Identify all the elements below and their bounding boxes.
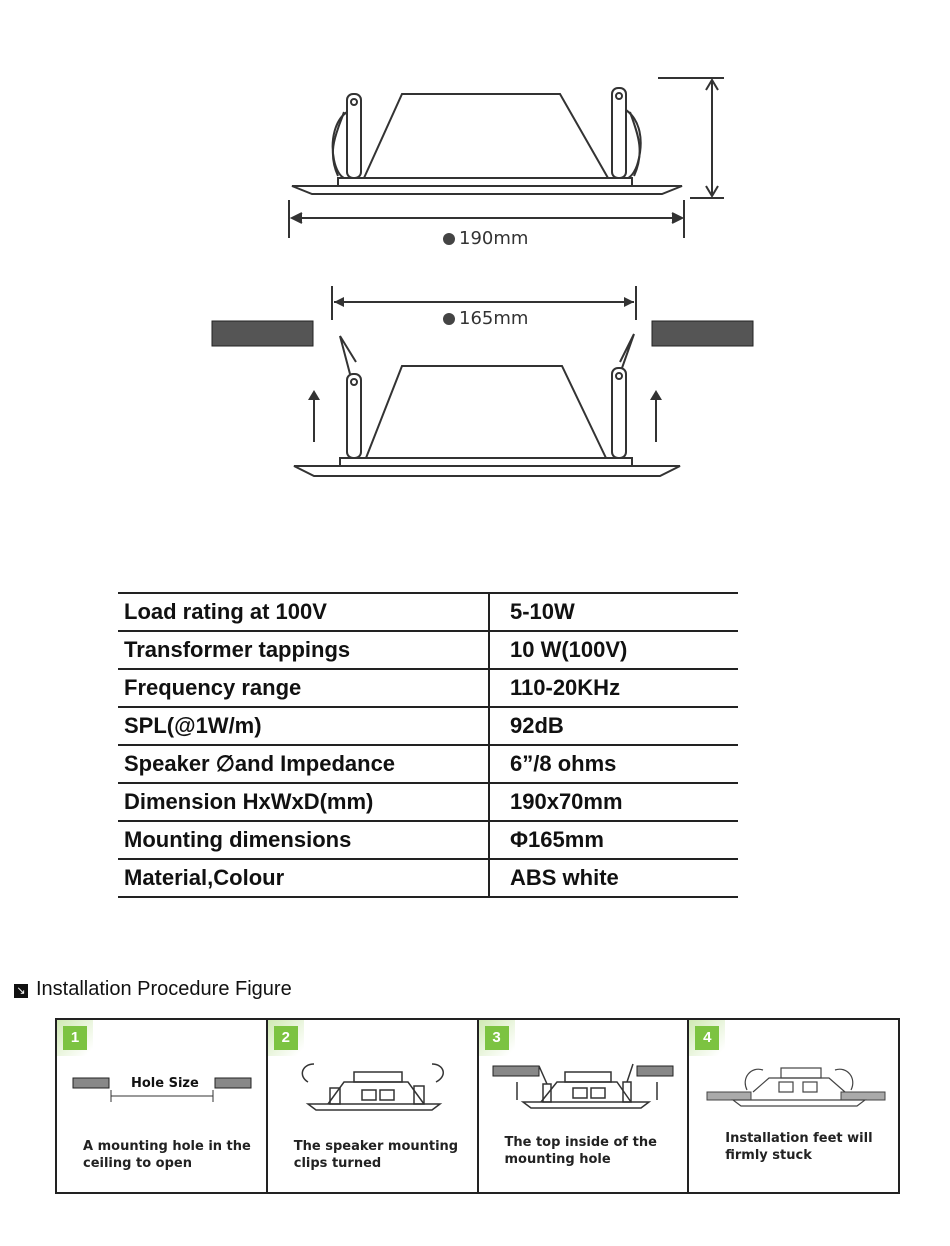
clips-turned-illustration [268,1020,478,1130]
cutout-width-label: 165mm [443,308,528,329]
arrow-box-icon: ↘ [14,984,28,998]
diameter-dot-icon [443,313,455,325]
step-2 [268,1020,479,1192]
diameter-dot-icon [443,233,455,245]
spec-label: Load rating at 100V [118,593,489,631]
step-number-badge: 1 [63,1026,87,1050]
step-caption-line: firmly stuck [725,1148,812,1163]
table-row [118,859,738,897]
step-3 [479,1020,690,1192]
spec-value: 110-20KHz [489,669,738,707]
step-caption-line: The speaker mounting [293,1139,459,1154]
installation-title-text: Installation Procedure Figure [36,978,292,1000]
table-row [118,669,738,707]
spec-label: Material,Colour [118,859,489,897]
step-caption [294,1138,458,1172]
spec-value: 5-10W [489,593,738,631]
table-row [118,783,738,821]
step-number-badge: 2 [274,1026,298,1050]
table-row [118,745,738,783]
step-4 [689,1020,898,1192]
spec-value: 10 W(100V) [489,631,738,669]
spec-label: Dimension HxWxD(mm) [118,783,489,821]
step-caption-line: clips turned [293,1156,382,1171]
ceiling-cutout-diagram [0,270,950,490]
step-number-badge: 4 [695,1026,719,1050]
table-row [118,631,738,669]
speaker-side-view-diagram [0,0,950,260]
step-caption-line: The top inside of the [504,1135,657,1150]
step-caption-line: Installation feet will [725,1131,873,1146]
top-inside-illustration [479,1020,689,1130]
step-caption-line: A mounting hole in the [83,1139,251,1154]
spec-label: Speaker ∅and Impedance [118,745,489,783]
hole-size-label: Hole Size [131,1076,199,1091]
installation-steps [55,1018,900,1194]
table-row [118,593,738,631]
spec-table [118,592,738,898]
step-number-badge: 3 [485,1026,509,1050]
spec-value: 92dB [489,707,738,745]
table-row [118,707,738,745]
hole-size-illustration [57,1020,267,1130]
spec-value: ABS white [489,859,738,897]
step-caption [505,1134,657,1168]
installation-title [14,978,292,1001]
spec-value: Φ165mm [489,821,738,859]
spec-label: Frequency range [118,669,489,707]
step-caption [83,1138,251,1172]
spec-label: SPL(@1W/m) [118,707,489,745]
spec-value: 190x70mm [489,783,738,821]
spec-label: Transformer tappings [118,631,489,669]
spec-value: 6”/8 ohms [489,745,738,783]
outer-width-label: 190mm [443,228,528,249]
step-caption [725,1130,872,1164]
step-caption-line: ceiling to open [83,1156,192,1171]
feet-stuck-illustration [689,1020,899,1130]
step-caption-line: mounting hole [504,1152,611,1167]
table-row [118,821,738,859]
step-1 [57,1020,268,1192]
spec-label: Mounting dimensions [118,821,489,859]
